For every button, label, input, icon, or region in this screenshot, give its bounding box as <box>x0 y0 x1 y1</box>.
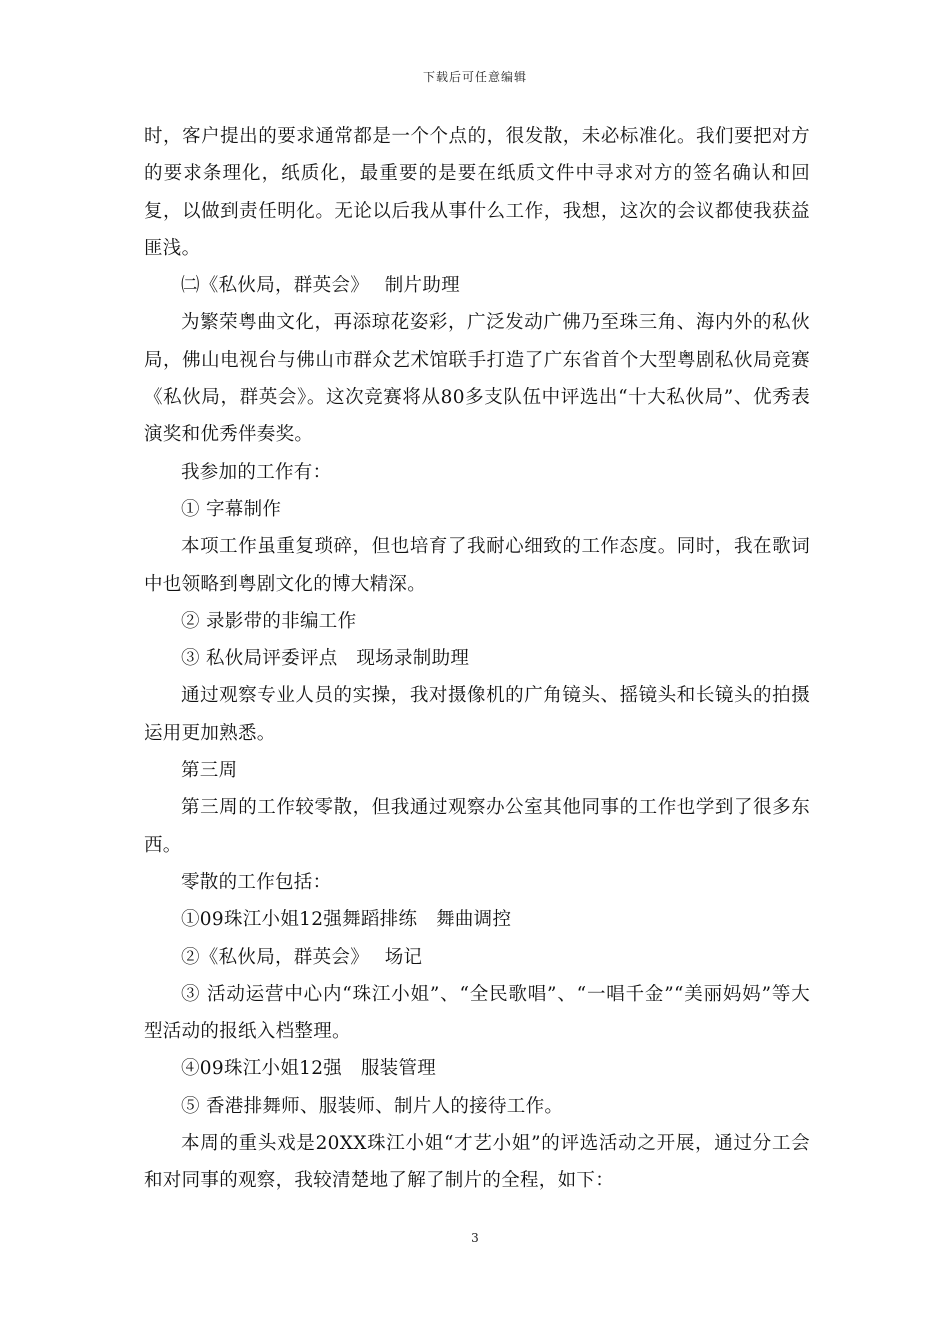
list-item-week3-1: ①09珠江小姐12强舞蹈排练 舞曲调控 <box>181 909 512 931</box>
paragraph-3: 为繁荣粤曲文化，再添琼花姿彩，广泛发动广佛乃至珠三角、海内外的私伙局，佛山电视台与佛山市群众艺术馆联手打造了广东省首个大型粤剧私伙局竞赛《私伙局，群英会》。这次竞赛将从80多支队伍中评选出“十大私伙局”、优秀表演奖和优秀伴奏奖。 <box>144 312 810 446</box>
list-item-week3-4: ④09珠江小姐12强 服装管理 <box>181 1058 437 1080</box>
list-item-week3-5: ⑤ 香港排舞师、服装师、制片人的接待工作。 <box>181 1095 564 1117</box>
page-header: 下载后可任意编辑 <box>422 70 527 84</box>
list-item-week3-3: ③ 活动运营中心内“珠江小姐”、“全民歌唱”、“一唱千金”“美丽妈妈”等大型活动的报纸入档整理。 <box>144 983 810 1043</box>
list-item-1: ① 字幕制作 <box>181 498 282 520</box>
page-number: 3 <box>471 1231 479 1245</box>
paragraph-4: 我参加的工作有： <box>181 461 332 483</box>
section-heading-week-three: 第三周 <box>181 760 238 782</box>
paragraph-6: 本项工作虽重复琐碎，但也培育了我耐心细致的工作态度。同时，我在歌词中也领略到粤剧文化的博大精深。 <box>144 536 810 595</box>
paragraph-18: 本周的重头戏是20XX珠江小姐“才艺小姐”的评选活动之开展，通过分工会和对同事的观察，我较清楚地了解了制片的全程，如下： <box>144 1133 810 1192</box>
paragraph-1: 时，客户提出的要求通常都是一个个点的，很发散，未必标准化。我们要把对方的要求条理化，纸质化，最重要的是要在纸质文件中寻求对方的签名确认和回复，以做到责任明化。无论以后我从事什么工作，我想，这次的会议都使我获益匪浅。 <box>144 126 810 259</box>
list-item-3: ③ 私伙局评委评点 现场录制助理 <box>181 648 470 670</box>
paragraph-12: 零散的工作包括： <box>181 871 332 893</box>
document-body <box>144 118 810 1200</box>
paragraph-11: 第三周的工作较零散，但我通过观察办公室其他同事的工作也学到了很多东西。 <box>144 797 810 856</box>
list-item-2: ② 录影带的非编工作 <box>181 610 357 632</box>
paragraph-9: 通过观察专业人员的实操，我对摄像机的广角镜头、摇镜头和长镜头的拍摄运用更加熟悉。 <box>144 685 810 744</box>
section-heading-private-band: ㈡《私伙局，群英会》 制片助理 <box>181 275 460 297</box>
list-item-week3-2: ②《私伙局，群英会》 场记 <box>181 946 423 968</box>
